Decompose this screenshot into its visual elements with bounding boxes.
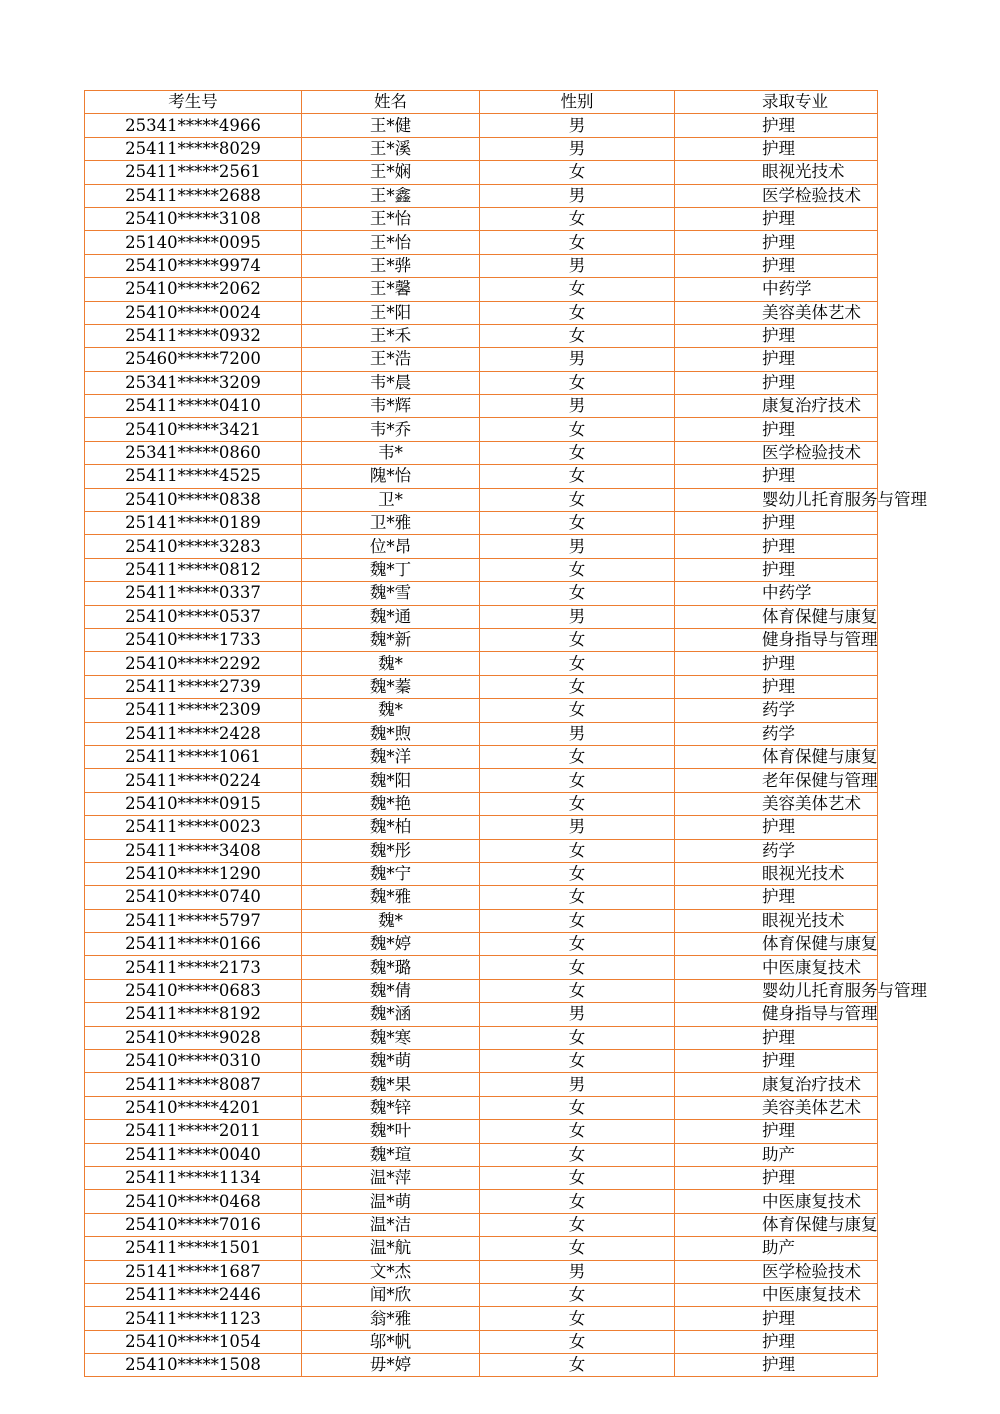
cell-exam-id: 25140*****0095 [85, 231, 302, 254]
cell-gender: 女 [480, 745, 675, 768]
cell-gender: 男 [480, 137, 675, 160]
cell-name: 王*溪 [302, 137, 480, 160]
cell-major: 中医康复技术 [675, 956, 878, 979]
table-row [85, 1026, 878, 1049]
cell-exam-id: 25411*****2309 [85, 699, 302, 722]
cell-gender: 女 [480, 1143, 675, 1166]
table-row [85, 909, 878, 932]
cell-major: 眼视光技术 [675, 161, 878, 184]
table-row [85, 1260, 878, 1283]
cell-gender: 男 [480, 114, 675, 137]
cell-gender: 女 [480, 909, 675, 932]
cell-gender: 女 [480, 161, 675, 184]
cell-exam-id: 25410*****0740 [85, 886, 302, 909]
cell-exam-id: 25341*****0860 [85, 441, 302, 464]
table-row [85, 956, 878, 979]
cell-gender: 女 [480, 1330, 675, 1353]
cell-exam-id: 25411*****2688 [85, 184, 302, 207]
cell-name: 魏*倩 [302, 979, 480, 1002]
cell-gender: 男 [480, 1260, 675, 1283]
cell-gender: 女 [480, 1237, 675, 1260]
table-row [85, 231, 878, 254]
cell-name: 韦*乔 [302, 418, 480, 441]
cell-name: 翁*雅 [302, 1307, 480, 1330]
cell-name: 魏*通 [302, 605, 480, 628]
cell-major: 中医康复技术 [675, 1190, 878, 1213]
cell-exam-id: 25411*****5797 [85, 909, 302, 932]
table-row [85, 722, 878, 745]
table-header-row [85, 91, 878, 114]
table-row [85, 418, 878, 441]
cell-name: 魏*叶 [302, 1120, 480, 1143]
table-row [85, 441, 878, 464]
table-row [85, 1050, 878, 1073]
cell-exam-id: 25410*****0915 [85, 792, 302, 815]
cell-name: 隗*怡 [302, 465, 480, 488]
cell-major: 康复治疗技术 [675, 1073, 878, 1096]
table-row [85, 488, 878, 511]
cell-name: 王*鑫 [302, 184, 480, 207]
cell-name: 文*杰 [302, 1260, 480, 1283]
cell-name: 魏*寒 [302, 1026, 480, 1049]
cell-exam-id: 25411*****1134 [85, 1166, 302, 1189]
cell-major: 护理 [675, 371, 878, 394]
admission-table-container [84, 90, 927, 1377]
cell-exam-id: 25410*****1054 [85, 1330, 302, 1353]
cell-exam-id: 25410*****9974 [85, 254, 302, 277]
cell-major: 护理 [675, 1166, 878, 1189]
table-row [85, 1073, 878, 1096]
cell-major: 护理 [675, 886, 878, 909]
cell-name: 王*怡 [302, 207, 480, 230]
cell-exam-id: 25411*****8192 [85, 1003, 302, 1026]
table-row [85, 886, 878, 909]
cell-gender: 女 [480, 488, 675, 511]
table-row [85, 839, 878, 862]
cell-name: 王*浩 [302, 348, 480, 371]
cell-major: 助产 [675, 1143, 878, 1166]
column-header-major-label: 录取专业 [762, 92, 828, 112]
cell-exam-id: 25141*****1687 [85, 1260, 302, 1283]
column-header-name: 姓名 [302, 91, 480, 114]
cell-name: 魏*锌 [302, 1096, 480, 1119]
cell-major: 体育保健与康复 [675, 605, 878, 628]
cell-major: 护理 [675, 1354, 878, 1377]
cell-exam-id: 25410*****1290 [85, 862, 302, 885]
cell-exam-id: 25411*****8029 [85, 137, 302, 160]
cell-major: 中医康复技术 [675, 1283, 878, 1306]
cell-major: 护理 [675, 137, 878, 160]
cell-exam-id: 25411*****2561 [85, 161, 302, 184]
cell-gender: 女 [480, 278, 675, 301]
table-row [85, 792, 878, 815]
cell-gender: 女 [480, 1096, 675, 1119]
cell-name: 王*骅 [302, 254, 480, 277]
cell-name: 魏*宁 [302, 862, 480, 885]
table-row [85, 324, 878, 347]
table-row [85, 1330, 878, 1353]
table-row [85, 582, 878, 605]
table-row [85, 1003, 878, 1026]
cell-exam-id: 25410*****3421 [85, 418, 302, 441]
cell-name: 魏*涵 [302, 1003, 480, 1026]
cell-major: 美容美体艺术 [675, 1096, 878, 1119]
cell-exam-id: 25410*****2062 [85, 278, 302, 301]
cell-major: 体育保健与康复 [675, 933, 878, 956]
cell-name: 卫* [302, 488, 480, 511]
cell-name: 魏*煦 [302, 722, 480, 745]
cell-exam-id: 25410*****1508 [85, 1354, 302, 1377]
table-row [85, 558, 878, 581]
cell-gender: 女 [480, 1026, 675, 1049]
cell-name: 韦*晨 [302, 371, 480, 394]
cell-major: 护理 [675, 1120, 878, 1143]
cell-major: 护理 [675, 254, 878, 277]
cell-major: 护理 [675, 1307, 878, 1330]
cell-exam-id: 25411*****0410 [85, 395, 302, 418]
cell-name: 魏*阳 [302, 769, 480, 792]
cell-major: 老年保健与管理 [675, 769, 878, 792]
cell-exam-id: 25411*****2446 [85, 1283, 302, 1306]
cell-major: 中药学 [675, 278, 878, 301]
table-row [85, 114, 878, 137]
table-row [85, 535, 878, 558]
table-row [85, 1213, 878, 1236]
cell-gender: 女 [480, 512, 675, 535]
cell-gender: 女 [480, 839, 675, 862]
cell-name: 魏* [302, 699, 480, 722]
cell-gender: 女 [480, 1166, 675, 1189]
cell-name: 魏* [302, 909, 480, 932]
cell-name: 王*怡 [302, 231, 480, 254]
table-row [85, 137, 878, 160]
cell-exam-id: 25411*****1501 [85, 1237, 302, 1260]
cell-exam-id: 25410*****1733 [85, 628, 302, 651]
cell-exam-id: 25411*****0932 [85, 324, 302, 347]
cell-gender: 女 [480, 207, 675, 230]
table-row [85, 745, 878, 768]
table-row [85, 1237, 878, 1260]
table-row [85, 301, 878, 324]
cell-name: 韦* [302, 441, 480, 464]
cell-gender: 男 [480, 254, 675, 277]
table-row [85, 1096, 878, 1119]
cell-exam-id: 25410*****2292 [85, 652, 302, 675]
table-body [85, 114, 927, 1377]
cell-major: 护理 [675, 207, 878, 230]
cell-exam-id: 25411*****2173 [85, 956, 302, 979]
cell-major: 护理 [675, 558, 878, 581]
cell-name: 魏*洋 [302, 745, 480, 768]
cell-gender: 女 [480, 956, 675, 979]
cell-gender: 女 [480, 1307, 675, 1330]
cell-name: 王*阳 [302, 301, 480, 324]
cell-gender: 男 [480, 1073, 675, 1096]
cell-gender: 女 [480, 979, 675, 1002]
cell-gender: 男 [480, 348, 675, 371]
cell-major: 护理 [675, 465, 878, 488]
cell-name: 位*昂 [302, 535, 480, 558]
cell-gender: 女 [480, 558, 675, 581]
cell-major: 护理 [675, 418, 878, 441]
cell-gender: 女 [480, 371, 675, 394]
cell-name: 魏*新 [302, 628, 480, 651]
cell-major: 婴幼儿托育服务与管理 [675, 979, 878, 1002]
table-row [85, 628, 878, 651]
cell-name: 魏*柏 [302, 816, 480, 839]
cell-exam-id: 25411*****1061 [85, 745, 302, 768]
cell-name: 温*萌 [302, 1190, 480, 1213]
cell-exam-id: 25341*****3209 [85, 371, 302, 394]
cell-exam-id: 25411*****8087 [85, 1073, 302, 1096]
cell-major: 眼视光技术 [675, 862, 878, 885]
cell-major: 护理 [675, 1050, 878, 1073]
cell-exam-id: 25411*****0040 [85, 1143, 302, 1166]
cell-gender: 女 [480, 652, 675, 675]
cell-gender: 女 [480, 933, 675, 956]
cell-major: 护理 [675, 114, 878, 137]
cell-gender: 男 [480, 395, 675, 418]
cell-exam-id: 25410*****3283 [85, 535, 302, 558]
cell-major: 药学 [675, 839, 878, 862]
admission-table [84, 90, 927, 1377]
cell-name: 魏*瑄 [302, 1143, 480, 1166]
cell-name: 魏*蓁 [302, 675, 480, 698]
cell-exam-id: 25410*****3108 [85, 207, 302, 230]
cell-exam-id: 25410*****0838 [85, 488, 302, 511]
cell-gender: 女 [480, 418, 675, 441]
cell-major: 中药学 [675, 582, 878, 605]
cell-gender: 女 [480, 1354, 675, 1377]
cell-name: 魏* [302, 652, 480, 675]
cell-name: 邬*帆 [302, 1330, 480, 1353]
table-row [85, 395, 878, 418]
cell-exam-id: 25410*****0468 [85, 1190, 302, 1213]
cell-exam-id: 25410*****7016 [85, 1213, 302, 1236]
cell-exam-id: 25460*****7200 [85, 348, 302, 371]
cell-gender: 女 [480, 1190, 675, 1213]
cell-exam-id: 25411*****0166 [85, 933, 302, 956]
cell-name: 韦*辉 [302, 395, 480, 418]
cell-exam-id: 25410*****0024 [85, 301, 302, 324]
cell-major: 护理 [675, 231, 878, 254]
cell-gender: 男 [480, 535, 675, 558]
table-row [85, 699, 878, 722]
cell-name: 闻*欣 [302, 1283, 480, 1306]
table-row [85, 675, 878, 698]
table-row [85, 512, 878, 535]
cell-gender: 女 [480, 792, 675, 815]
cell-major: 护理 [675, 512, 878, 535]
cell-exam-id: 25411*****3408 [85, 839, 302, 862]
cell-exam-id: 25341*****4966 [85, 114, 302, 137]
cell-gender: 男 [480, 816, 675, 839]
table-row [85, 979, 878, 1002]
cell-name: 魏*婷 [302, 933, 480, 956]
column-header-exam-id: 考生号 [85, 91, 302, 114]
cell-major: 护理 [675, 348, 878, 371]
cell-exam-id: 25410*****0310 [85, 1050, 302, 1073]
cell-gender: 女 [480, 675, 675, 698]
cell-name: 温*洁 [302, 1213, 480, 1236]
column-header-gender: 性别 [480, 91, 675, 114]
cell-gender: 女 [480, 1050, 675, 1073]
cell-gender: 女 [480, 231, 675, 254]
table-row [85, 278, 878, 301]
cell-major: 医学检验技术 [675, 1260, 878, 1283]
cell-exam-id: 25410*****4201 [85, 1096, 302, 1119]
cell-gender: 男 [480, 605, 675, 628]
cell-major: 美容美体艺术 [675, 301, 878, 324]
cell-exam-id: 25410*****0537 [85, 605, 302, 628]
cell-gender: 女 [480, 1213, 675, 1236]
table-row [85, 207, 878, 230]
table-row [85, 816, 878, 839]
cell-gender: 女 [480, 1283, 675, 1306]
cell-major: 医学检验技术 [675, 184, 878, 207]
column-header-major [675, 91, 878, 114]
cell-exam-id: 25410*****9028 [85, 1026, 302, 1049]
cell-name: 魏*璐 [302, 956, 480, 979]
cell-name: 魏*艳 [302, 792, 480, 815]
table-row [85, 1166, 878, 1189]
cell-name: 温*航 [302, 1237, 480, 1260]
table-row [85, 1190, 878, 1213]
cell-exam-id: 25141*****0189 [85, 512, 302, 535]
table-row [85, 769, 878, 792]
table-row [85, 1120, 878, 1143]
table-row [85, 1354, 878, 1377]
cell-name: 王*健 [302, 114, 480, 137]
cell-gender: 男 [480, 184, 675, 207]
cell-exam-id: 25411*****0224 [85, 769, 302, 792]
table-row [85, 862, 878, 885]
cell-exam-id: 25411*****0812 [85, 558, 302, 581]
cell-exam-id: 25411*****2739 [85, 675, 302, 698]
cell-name: 王*馨 [302, 278, 480, 301]
cell-exam-id: 25410*****0683 [85, 979, 302, 1002]
cell-major: 医学检验技术 [675, 441, 878, 464]
cell-major: 药学 [675, 699, 878, 722]
cell-name: 王*娴 [302, 161, 480, 184]
cell-name: 魏*果 [302, 1073, 480, 1096]
cell-major: 助产 [675, 1237, 878, 1260]
cell-major: 体育保健与康复 [675, 1213, 878, 1236]
cell-name: 卫*雅 [302, 512, 480, 535]
table-row [85, 652, 878, 675]
cell-major: 药学 [675, 722, 878, 745]
cell-exam-id: 25411*****4525 [85, 465, 302, 488]
cell-name: 魏*彤 [302, 839, 480, 862]
table-row [85, 184, 878, 207]
cell-major: 康复治疗技术 [675, 395, 878, 418]
table-row [85, 1307, 878, 1330]
cell-major: 健身指导与管理 [675, 1003, 878, 1026]
cell-major: 体育保健与康复 [675, 745, 878, 768]
cell-gender: 女 [480, 465, 675, 488]
cell-gender: 女 [480, 628, 675, 651]
cell-major: 护理 [675, 1026, 878, 1049]
cell-major: 护理 [675, 1330, 878, 1353]
cell-name: 魏*萌 [302, 1050, 480, 1073]
cell-major: 护理 [675, 675, 878, 698]
cell-exam-id: 25411*****2428 [85, 722, 302, 745]
cell-major: 健身指导与管理 [675, 628, 878, 651]
table-row [85, 161, 878, 184]
table-row [85, 1283, 878, 1306]
cell-gender: 女 [480, 699, 675, 722]
cell-gender: 女 [480, 1120, 675, 1143]
cell-major: 护理 [675, 535, 878, 558]
cell-gender: 女 [480, 441, 675, 464]
cell-exam-id: 25411*****1123 [85, 1307, 302, 1330]
cell-gender: 女 [480, 862, 675, 885]
cell-major: 护理 [675, 816, 878, 839]
table-row [85, 254, 878, 277]
cell-name: 魏*雅 [302, 886, 480, 909]
table-row [85, 465, 878, 488]
cell-gender: 男 [480, 722, 675, 745]
cell-gender: 女 [480, 582, 675, 605]
cell-name: 王*禾 [302, 324, 480, 347]
cell-gender: 女 [480, 324, 675, 347]
table-row [85, 605, 878, 628]
cell-gender: 女 [480, 301, 675, 324]
cell-gender: 女 [480, 769, 675, 792]
cell-gender: 男 [480, 1003, 675, 1026]
table-row [85, 1143, 878, 1166]
cell-gender: 女 [480, 886, 675, 909]
table-row [85, 371, 878, 394]
cell-major: 美容美体艺术 [675, 792, 878, 815]
cell-name: 毋*婷 [302, 1354, 480, 1377]
cell-major: 护理 [675, 652, 878, 675]
table-row [85, 348, 878, 371]
cell-major: 眼视光技术 [675, 909, 878, 932]
cell-exam-id: 25411*****0023 [85, 816, 302, 839]
cell-major: 护理 [675, 324, 878, 347]
cell-name: 温*萍 [302, 1166, 480, 1189]
cell-name: 魏*雪 [302, 582, 480, 605]
table-row [85, 933, 878, 956]
cell-exam-id: 25411*****0337 [85, 582, 302, 605]
cell-name: 魏*丁 [302, 558, 480, 581]
cell-major: 婴幼儿托育服务与管理 [675, 488, 878, 511]
cell-exam-id: 25411*****2011 [85, 1120, 302, 1143]
